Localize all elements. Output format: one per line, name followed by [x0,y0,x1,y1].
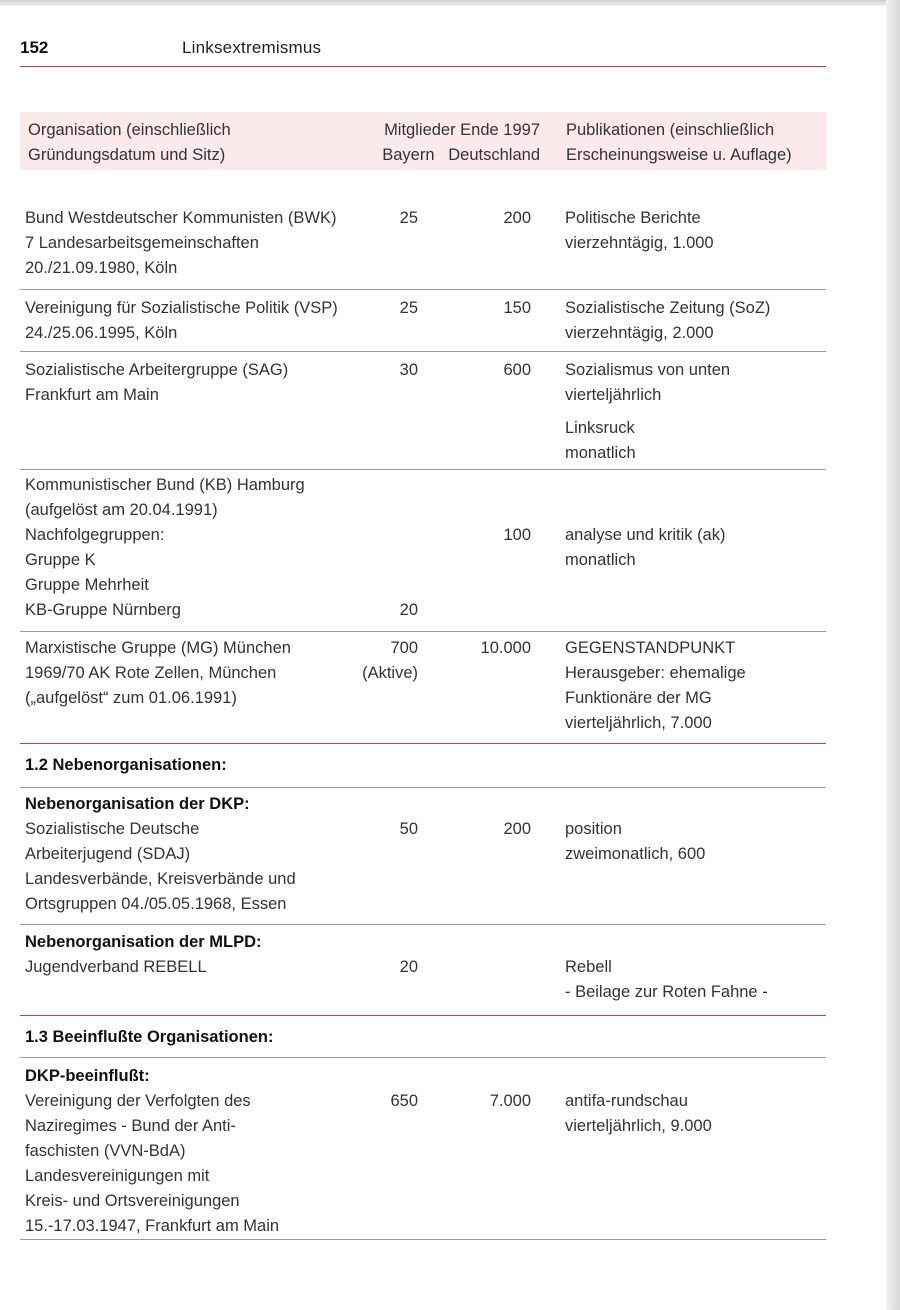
page-edge-right [886,0,900,1310]
row-divider [20,924,826,925]
members-deutschland-cell: 7.000 [489,1092,531,1110]
column-header-members: Mitglieder Ende 1997 Bayern Deutschland [382,121,540,164]
table-row-rebell [20,930,826,1008]
organisation-cell: Sozialistische Arbeitergruppe (SAG) Frankfurt am Main [25,361,289,404]
table-row-kb [20,473,826,625]
organisation-cell: Nebenorganisation der MLPD: Jugendverband REBELL [25,930,385,980]
members-bayern-cell: 20 [399,958,418,976]
organisation-cell: Vereinigung für Sozialistische Politik (VSP) 24./25.06.1995, Köln [25,299,338,342]
organisation-cell: Kommunistischer Bund (KB) Hamburg (aufgelöst am 20.04.1991) Nachfolgegruppen: Gruppe K Gruppe Mehrheit KB-Gruppe Nürnberg [25,476,305,619]
organisation-cell: DKP-beeinflußt: Vereinigung der Verfolgten des Naziregimes - Bund der Anti- faschisten (VVN-BdA) Landesvereinigungen mit Kreis- und Ortsvereinigungen 15.-17.03.1947, Frankfurt am Main [25,1064,385,1239]
table-row-vvn-bda [20,1064,826,1234]
row-divider [20,289,826,290]
publication-cell: analyse und kritik (ak) monatlich [565,526,726,569]
page-number: 152 [20,38,49,57]
members-bayern-cell: 650 [390,1092,418,1110]
table-row-bwk [20,206,826,284]
publication-cell: Sozialistische Zeitung (SoZ) vierzehntägig, 2.000 [565,299,771,342]
subheading-dkp-beeinflusst: DKP-beeinflußt: [25,1067,150,1085]
row-divider [20,469,826,470]
publication-cell: Rebell - Beilage zur Roten Fahne - [565,958,768,1001]
organisation-cell: Nebenorganisation der DKP: Sozialistische Deutsche Arbeiterjugend (SDAJ) Landesverbände, Kreisverbände und Ortsgruppen 04./05.05.1968, Essen [25,792,385,917]
row-divider [20,787,826,788]
table-bottom-rule [20,1239,826,1240]
section-divider [20,1015,826,1016]
members-deutschland-cell: 200 [503,209,531,227]
members-bayern-cell: 30 [399,361,418,379]
row-divider [20,1057,826,1058]
members-deutschland-cell: 150 [503,299,531,317]
subheading-dkp: Nebenorganisation der DKP: [25,795,250,813]
publication-cell: position zweimonatlich, 600 [565,820,706,863]
running-title: Linksextremismus [182,38,322,57]
members-bayern-cell: 25 [399,209,418,227]
section-heading-1-2: 1.2 Nebenorganisationen: [25,756,227,774]
table-row-sdaj [20,792,826,918]
members-deutschland-cell: 200 [503,820,531,838]
section-divider [20,743,826,744]
table-row-mg [20,636,826,740]
members-bayern-cell: 25 [399,299,418,317]
members-bayern-cell: 20 [399,601,418,619]
publication-cell: Politische Berichte vierzehntägig, 1.000 [565,209,714,252]
column-header-publications: Publikationen (einschließlich Erscheinungsweise u. Auflage) [566,121,792,164]
organisation-cell: Marxistische Gruppe (MG) München 1969/70 AK Rote Zellen, München („aufgelöst“ zum 01.06.1991) [25,639,291,707]
row-divider [20,631,826,632]
organisation-cell: Bund Westdeutscher Kommunisten (BWK) 7 Landesarbeitsgemeinschaften 20./21.09.1980, Köln [25,209,337,277]
publication-cell: Sozialismus von unten vierteljährlich Linksruck monatlich [565,361,731,462]
publication-cell: antifa-rundschau vierteljährlich, 9.000 [565,1092,712,1135]
running-head [20,32,826,67]
members-deutschland-cell: 600 [503,361,531,379]
table-row-vsp [20,296,826,348]
subheading-mlpd: Nebenorganisation der MLPD: [25,933,262,951]
members-bayern-cell: 50 [399,820,418,838]
row-divider [20,351,826,352]
section-heading-1-3: 1.3 Beeinflußte Organisationen: [25,1028,274,1046]
table-column-header [20,112,826,170]
publication-cell: GEGENSTANDPUNKT Herausgeber: ehemalige Funktionäre der MG vierteljährlich, 7.000 [565,639,746,732]
members-deutschland-cell: 10.000 [480,639,531,657]
members-bayern-cell: 700 (Aktive) [362,639,418,682]
page-edge-top [0,0,900,6]
members-deutschland-cell: 100 [503,526,531,544]
table-row-sag [20,358,826,466]
column-header-organisation: Organisation (einschließlich Gründungsdatum und Sitz) [28,121,231,164]
